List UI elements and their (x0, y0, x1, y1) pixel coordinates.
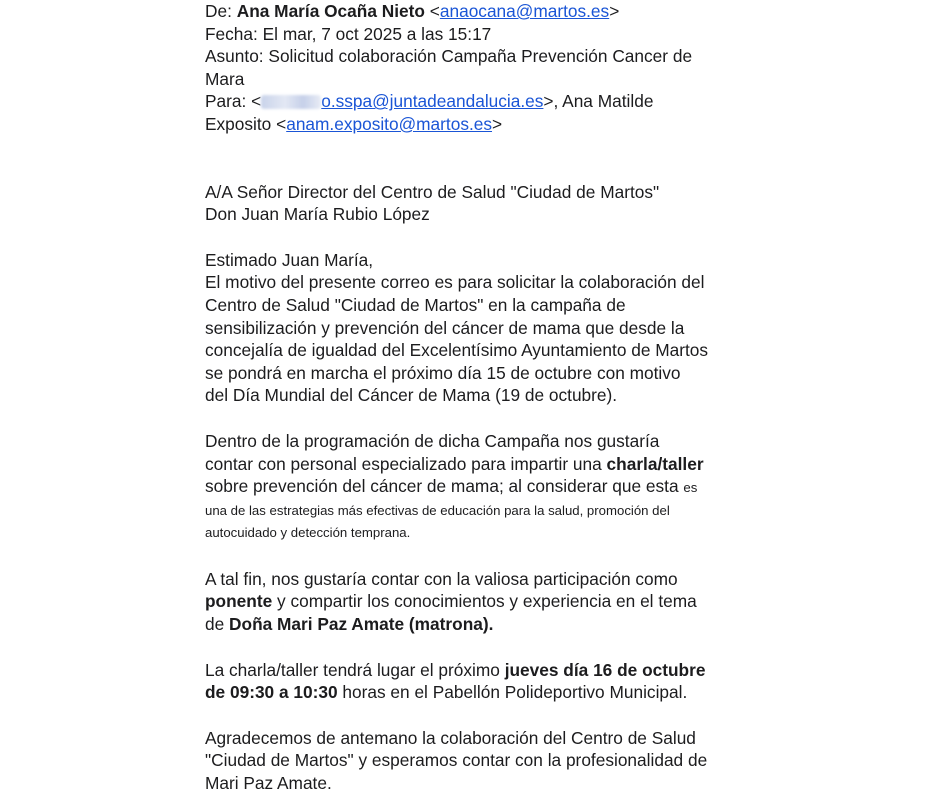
bold-text: jueves día 16 de octubre (504, 659, 706, 680)
from-label: De: (205, 1, 232, 21)
email-body (205, 181, 765, 795)
bold-text: Doña Mari Paz Amate (matrona). (229, 614, 494, 635)
recipient-name-2-part1: Ana Matilde (562, 91, 654, 112)
from-row: De: Ana María Ocaña Nieto <anaocana@martos.es> (205, 1, 620, 21)
text-segment: contar con personal especializado para impartir una (205, 453, 607, 474)
address-line-1: A/A Señor Director del Centro de Salud "Ciudad de Martos" (205, 181, 660, 202)
to-label: Para: (205, 91, 247, 112)
paragraph-line: Mari Paz Amate. (205, 773, 332, 794)
text-segment: de (205, 614, 230, 635)
sender-email-link[interactable]: anaocana@martos.es (439, 1, 610, 21)
paragraph-2 (205, 430, 765, 545)
paragraph-line-small: autocuidado y detección temprana. (205, 525, 411, 541)
paragraph-line: A tal fin, nos gustaría contar con la valiosa participación como (205, 568, 678, 589)
paragraph-line (205, 681, 765, 704)
subject-continuation: Mara (205, 68, 245, 89)
paragraph-5 (205, 727, 765, 795)
text-segment: sobre prevención del cáncer de mama; al considerar que esta (205, 476, 684, 497)
paragraph-4 (205, 659, 765, 704)
recipient-name-2-part2: Exposito (205, 113, 272, 134)
greeting: Estimado Juan María, (205, 249, 374, 270)
paragraph-line-small: una de las estrategias más efectivas de educación para la salud, promoción del (205, 502, 670, 518)
paragraph-line: se pondrá en marcha el próximo día 15 de octubre con motivo (205, 362, 681, 383)
small-text: es (683, 480, 698, 496)
subject-label: Asunto: (205, 46, 264, 67)
address-line-2: Don Juan María Rubio López (205, 204, 430, 225)
bold-text: ponente (205, 591, 273, 612)
redacted-email-prefix (261, 95, 321, 109)
text-segment: y compartir los conocimientos y experiencia en el tema (272, 591, 697, 612)
recipient-email-link-1[interactable]: o.sspa@juntadeandalucia.es (321, 91, 544, 112)
paragraph-line (205, 453, 765, 476)
paragraph-line: "Ciudad de Martos" y esperamos contar con la profesionalidad de (205, 750, 708, 771)
paragraph-line: del Día Mundial del Cáncer de Mama (19 de octubre). (205, 385, 618, 406)
date-value: El mar, 7 oct 2025 a las 15:17 (262, 23, 492, 44)
paragraph-line (205, 613, 765, 636)
to-row: Para: < o.sspa@juntadeandalucia.es>, Ana Matilde (205, 91, 654, 112)
paragraph-line (205, 659, 765, 682)
subject-line-1: Solicitud colaboración Campaña Prevención Cancer de (268, 46, 693, 67)
paragraph-line: Dentro de la programación de dicha Campaña nos gustaría (205, 430, 660, 451)
paragraph-line: Centro de Salud "Ciudad de Martos" en la campaña de (205, 294, 626, 315)
paragraph-3 (205, 568, 765, 636)
paragraph-line: El motivo del presente correo es para solicitar la colaboración del (205, 272, 705, 293)
date-row (205, 23, 765, 46)
bold-text: de 09:30 a 10:30 (205, 682, 338, 703)
paragraph-line (205, 590, 765, 613)
date-label: Fecha: (205, 23, 258, 44)
recipient-email-link-2[interactable]: anam.exposito@martos.es (286, 113, 493, 134)
paragraph-line: concejalía de igualdad del Excelentísimo Ayuntamiento de Martos (205, 340, 709, 361)
email-message (205, 0, 765, 795)
email-header (205, 0, 765, 136)
paragraph-line (205, 475, 765, 500)
paragraph-line: Agradecemos de antemano la colaboración del Centro de Salud (205, 727, 696, 748)
sender-name: Ana María Ocaña Nieto (236, 1, 425, 21)
to-row-continuation: Exposito <anam.exposito@martos.es> (205, 113, 503, 134)
paragraph-1 (205, 271, 765, 407)
bold-text: charla/taller (606, 453, 704, 474)
text-segment: La charla/taller tendrá lugar el próximo (205, 659, 505, 680)
text-segment: horas en el Pabellón Polideportivo Municipal. (337, 682, 688, 703)
paragraph-line: sensibilización y prevención del cáncer de mama que desde la (205, 317, 685, 338)
subject-row (205, 45, 765, 68)
